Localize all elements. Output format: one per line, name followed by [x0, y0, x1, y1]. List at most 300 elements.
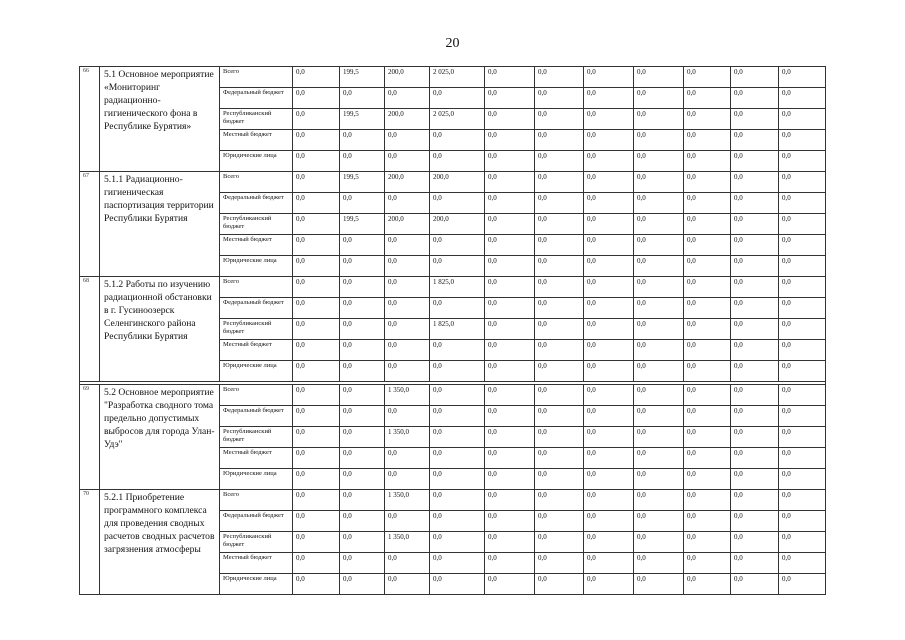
value-cell: 0,0: [340, 151, 385, 172]
value-cell: 0,0: [684, 88, 731, 109]
value-cell: 0,0: [385, 553, 430, 574]
value-cell: 0,0: [584, 214, 634, 235]
funding-source: Федеральный бюджет: [220, 88, 293, 109]
value-cell: 0,0: [535, 235, 584, 256]
table-row: [80, 385, 826, 406]
value-cell: 0,0: [584, 88, 634, 109]
value-cell: 0,0: [385, 151, 430, 172]
value-cell: 0,0: [485, 406, 535, 427]
value-cell: 0,0: [385, 298, 430, 319]
value-cell: 0,0: [385, 130, 430, 151]
value-cell: 0,0: [584, 130, 634, 151]
value-cell: 0,0: [430, 511, 485, 532]
value-cell: 0,0: [535, 406, 584, 427]
value-cell: 0,0: [684, 469, 731, 490]
value-cell: 0,0: [634, 214, 684, 235]
funding-source: Юридические лица: [220, 469, 293, 490]
value-cell: 0,0: [634, 235, 684, 256]
value-cell: 0,0: [634, 193, 684, 214]
funding-source: Местный бюджет: [220, 340, 293, 361]
value-cell: 0,0: [634, 256, 684, 277]
value-cell: 0,0: [684, 256, 731, 277]
funding-source: Федеральный бюджет: [220, 193, 293, 214]
funding-source: Местный бюджет: [220, 553, 293, 574]
value-cell: 0,0: [485, 172, 535, 193]
value-cell: 1 350,0: [385, 532, 430, 553]
value-cell: 0,0: [634, 448, 684, 469]
value-cell: 0,0: [731, 88, 779, 109]
value-cell: 0,0: [779, 151, 826, 172]
value-cell: 0,0: [293, 151, 340, 172]
value-cell: 0,0: [485, 109, 535, 130]
value-cell: 0,0: [584, 511, 634, 532]
value-cell: 0,0: [485, 235, 535, 256]
value-cell: 0,0: [684, 532, 731, 553]
value-cell: 0,0: [779, 427, 826, 448]
value-cell: 0,0: [485, 469, 535, 490]
value-cell: 200,0: [385, 109, 430, 130]
funding-source: Республиканский бюджет: [220, 109, 293, 130]
value-cell: 0,0: [634, 427, 684, 448]
value-cell: 0,0: [485, 130, 535, 151]
value-cell: 0,0: [684, 235, 731, 256]
value-cell: 0,0: [385, 511, 430, 532]
value-cell: 0,0: [485, 214, 535, 235]
value-cell: 0,0: [485, 361, 535, 382]
value-cell: 0,0: [584, 385, 634, 406]
value-cell: 0,0: [779, 511, 826, 532]
value-cell: 0,0: [731, 406, 779, 427]
value-cell: 0,0: [584, 172, 634, 193]
value-cell: 0,0: [485, 448, 535, 469]
value-cell: 0,0: [293, 340, 340, 361]
row-number: 69: [80, 385, 100, 490]
value-cell: 0,0: [731, 427, 779, 448]
value-cell: 0,0: [430, 469, 485, 490]
value-cell: 0,0: [293, 319, 340, 340]
value-cell: 0,0: [634, 109, 684, 130]
funding-source: Федеральный бюджет: [220, 511, 293, 532]
funding-source: Федеральный бюджет: [220, 406, 293, 427]
value-cell: 199,5: [340, 214, 385, 235]
value-cell: 0,0: [584, 235, 634, 256]
funding-source: Республиканский бюджет: [220, 427, 293, 448]
value-cell: 0,0: [535, 532, 584, 553]
value-cell: 1 350,0: [385, 385, 430, 406]
table-body: [80, 67, 826, 595]
funding-source: Федеральный бюджет: [220, 298, 293, 319]
value-cell: 0,0: [293, 385, 340, 406]
value-cell: 0,0: [293, 361, 340, 382]
value-cell: 0,0: [535, 427, 584, 448]
table-row: [80, 490, 826, 511]
value-cell: 0,0: [293, 448, 340, 469]
measure-title: 5.2 Основное мероприятие "Разработка сводного тома предельно допустимых выбросов для города Улан-Удэ": [100, 385, 220, 490]
value-cell: 0,0: [340, 88, 385, 109]
table-row: [80, 67, 826, 88]
value-cell: 0,0: [385, 340, 430, 361]
value-cell: 0,0: [535, 172, 584, 193]
value-cell: 0,0: [340, 574, 385, 595]
value-cell: 0,0: [731, 532, 779, 553]
value-cell: 0,0: [779, 172, 826, 193]
value-cell: 0,0: [385, 277, 430, 298]
value-cell: 0,0: [485, 277, 535, 298]
value-cell: 0,0: [293, 553, 340, 574]
value-cell: 0,0: [779, 385, 826, 406]
value-cell: 0,0: [684, 277, 731, 298]
value-cell: 0,0: [731, 319, 779, 340]
value-cell: 0,0: [430, 235, 485, 256]
value-cell: 0,0: [293, 574, 340, 595]
value-cell: 0,0: [684, 130, 731, 151]
value-cell: 0,0: [340, 130, 385, 151]
value-cell: 0,0: [485, 340, 535, 361]
value-cell: 0,0: [634, 172, 684, 193]
budget-table: [79, 66, 826, 595]
table-row: [80, 277, 826, 298]
value-cell: 0,0: [584, 448, 634, 469]
value-cell: 0,0: [535, 151, 584, 172]
funding-source: Всего: [220, 277, 293, 298]
value-cell: 0,0: [779, 88, 826, 109]
value-cell: 0,0: [535, 277, 584, 298]
value-cell: 0,0: [535, 385, 584, 406]
value-cell: 0,0: [731, 511, 779, 532]
value-cell: 0,0: [430, 151, 485, 172]
value-cell: 0,0: [430, 385, 485, 406]
value-cell: 0,0: [779, 532, 826, 553]
value-cell: 0,0: [584, 553, 634, 574]
value-cell: 0,0: [584, 277, 634, 298]
value-cell: 0,0: [634, 361, 684, 382]
value-cell: 0,0: [430, 88, 485, 109]
value-cell: 0,0: [584, 151, 634, 172]
value-cell: 0,0: [430, 553, 485, 574]
value-cell: 199,5: [340, 172, 385, 193]
value-cell: 0,0: [293, 298, 340, 319]
value-cell: 0,0: [293, 469, 340, 490]
value-cell: 0,0: [779, 298, 826, 319]
value-cell: 0,0: [634, 553, 684, 574]
funding-source: Республиканский бюджет: [220, 214, 293, 235]
value-cell: 0,0: [485, 319, 535, 340]
funding-source: Местный бюджет: [220, 130, 293, 151]
value-cell: 0,0: [293, 130, 340, 151]
value-cell: 0,0: [731, 130, 779, 151]
value-cell: 0,0: [485, 298, 535, 319]
value-cell: 0,0: [779, 193, 826, 214]
value-cell: 0,0: [485, 532, 535, 553]
value-cell: 0,0: [779, 130, 826, 151]
value-cell: 0,0: [535, 298, 584, 319]
row-number: 66: [80, 67, 100, 172]
value-cell: 0,0: [584, 469, 634, 490]
measure-title: 5.1 Основное мероприятие «Мониторинг радиационно-гигиенического фона в Республике Бурятия»: [100, 67, 220, 172]
value-cell: 0,0: [779, 277, 826, 298]
value-cell: 0,0: [684, 553, 731, 574]
value-cell: 0,0: [634, 67, 684, 88]
value-cell: 0,0: [634, 88, 684, 109]
row-number: 67: [80, 172, 100, 277]
value-cell: 0,0: [340, 298, 385, 319]
value-cell: 0,0: [684, 511, 731, 532]
measure-title: 5.2.1 Приобретение программного комплекса для проведения сводных расчетов сводных расчетов загрязнения атмосферы: [100, 490, 220, 595]
value-cell: 0,0: [634, 385, 684, 406]
value-cell: 0,0: [731, 490, 779, 511]
value-cell: 0,0: [731, 574, 779, 595]
value-cell: 0,0: [340, 406, 385, 427]
value-cell: 0,0: [634, 340, 684, 361]
value-cell: 0,0: [731, 298, 779, 319]
value-cell: 0,0: [779, 235, 826, 256]
value-cell: 0,0: [779, 406, 826, 427]
value-cell: 0,0: [293, 109, 340, 130]
value-cell: 200,0: [430, 172, 485, 193]
value-cell: 0,0: [293, 511, 340, 532]
value-cell: 0,0: [293, 490, 340, 511]
value-cell: 0,0: [430, 298, 485, 319]
value-cell: 0,0: [340, 361, 385, 382]
value-cell: 0,0: [385, 193, 430, 214]
value-cell: 0,0: [385, 406, 430, 427]
value-cell: 2 025,0: [430, 67, 485, 88]
value-cell: 0,0: [731, 235, 779, 256]
value-cell: 0,0: [731, 277, 779, 298]
funding-source: Местный бюджет: [220, 235, 293, 256]
value-cell: 0,0: [535, 340, 584, 361]
funding-source: Юридические лица: [220, 361, 293, 382]
value-cell: 0,0: [684, 427, 731, 448]
value-cell: 0,0: [535, 361, 584, 382]
value-cell: 0,0: [634, 532, 684, 553]
value-cell: 0,0: [535, 193, 584, 214]
value-cell: 0,0: [430, 130, 485, 151]
value-cell: 0,0: [430, 448, 485, 469]
value-cell: 0,0: [430, 193, 485, 214]
value-cell: 0,0: [584, 406, 634, 427]
value-cell: 0,0: [485, 193, 535, 214]
value-cell: 0,0: [634, 277, 684, 298]
value-cell: 0,0: [779, 67, 826, 88]
value-cell: 0,0: [779, 319, 826, 340]
value-cell: 0,0: [634, 511, 684, 532]
value-cell: 0,0: [584, 298, 634, 319]
value-cell: 200,0: [430, 214, 485, 235]
value-cell: 0,0: [535, 319, 584, 340]
value-cell: 0,0: [584, 490, 634, 511]
value-cell: 0,0: [535, 214, 584, 235]
value-cell: 0,0: [430, 361, 485, 382]
value-cell: 0,0: [584, 574, 634, 595]
value-cell: 0,0: [430, 256, 485, 277]
funding-source: Республиканский бюджет: [220, 319, 293, 340]
value-cell: 200,0: [385, 67, 430, 88]
value-cell: 0,0: [340, 490, 385, 511]
funding-source: Юридические лица: [220, 151, 293, 172]
value-cell: 199,5: [340, 67, 385, 88]
value-cell: 0,0: [535, 256, 584, 277]
value-cell: 0,0: [535, 511, 584, 532]
value-cell: 0,0: [485, 574, 535, 595]
value-cell: 0,0: [385, 361, 430, 382]
funding-source: Всего: [220, 67, 293, 88]
value-cell: 0,0: [584, 193, 634, 214]
value-cell: 0,0: [535, 130, 584, 151]
value-cell: 0,0: [340, 532, 385, 553]
value-cell: 0,0: [485, 88, 535, 109]
value-cell: 0,0: [485, 490, 535, 511]
value-cell: 0,0: [293, 256, 340, 277]
value-cell: 0,0: [634, 151, 684, 172]
value-cell: 0,0: [684, 340, 731, 361]
value-cell: 0,0: [293, 67, 340, 88]
value-cell: 0,0: [340, 448, 385, 469]
value-cell: 0,0: [485, 427, 535, 448]
value-cell: 0,0: [584, 109, 634, 130]
value-cell: 0,0: [485, 511, 535, 532]
value-cell: 0,0: [779, 448, 826, 469]
value-cell: 0,0: [779, 361, 826, 382]
value-cell: 0,0: [293, 172, 340, 193]
value-cell: 0,0: [430, 340, 485, 361]
value-cell: 0,0: [293, 214, 340, 235]
value-cell: 1 350,0: [385, 490, 430, 511]
value-cell: 0,0: [684, 406, 731, 427]
value-cell: 0,0: [731, 67, 779, 88]
value-cell: 0,0: [293, 427, 340, 448]
value-cell: 0,0: [731, 361, 779, 382]
value-cell: 0,0: [684, 67, 731, 88]
value-cell: 0,0: [340, 469, 385, 490]
value-cell: 0,0: [731, 448, 779, 469]
value-cell: 0,0: [535, 490, 584, 511]
value-cell: 0,0: [584, 67, 634, 88]
value-cell: 0,0: [684, 385, 731, 406]
value-cell: 0,0: [731, 469, 779, 490]
value-cell: 0,0: [385, 448, 430, 469]
value-cell: 0,0: [430, 490, 485, 511]
value-cell: 0,0: [385, 235, 430, 256]
value-cell: 0,0: [293, 88, 340, 109]
row-number: 68: [80, 277, 100, 382]
value-cell: 0,0: [779, 469, 826, 490]
value-cell: 0,0: [535, 448, 584, 469]
value-cell: 0,0: [340, 235, 385, 256]
value-cell: 0,0: [779, 490, 826, 511]
value-cell: 0,0: [584, 427, 634, 448]
value-cell: 1 350,0: [385, 427, 430, 448]
row-number: 70: [80, 490, 100, 595]
value-cell: 0,0: [485, 256, 535, 277]
value-cell: 0,0: [293, 532, 340, 553]
value-cell: 2 025,0: [430, 109, 485, 130]
value-cell: 0,0: [485, 151, 535, 172]
value-cell: 0,0: [684, 319, 731, 340]
value-cell: 0,0: [340, 340, 385, 361]
value-cell: 0,0: [584, 361, 634, 382]
value-cell: 0,0: [779, 340, 826, 361]
value-cell: 199,5: [340, 109, 385, 130]
measure-title: 5.1.1 Радиационно-гигиеническая паспортизация территории Республики Бурятия: [100, 172, 220, 277]
value-cell: 0,0: [684, 490, 731, 511]
value-cell: 0,0: [684, 214, 731, 235]
funding-source: Всего: [220, 172, 293, 193]
value-cell: 0,0: [634, 406, 684, 427]
value-cell: 0,0: [634, 319, 684, 340]
value-cell: 1 825,0: [430, 319, 485, 340]
value-cell: 0,0: [731, 553, 779, 574]
value-cell: 0,0: [684, 151, 731, 172]
value-cell: 0,0: [535, 88, 584, 109]
value-cell: 0,0: [684, 109, 731, 130]
value-cell: 0,0: [430, 574, 485, 595]
value-cell: 1 825,0: [430, 277, 485, 298]
value-cell: 0,0: [684, 172, 731, 193]
value-cell: 0,0: [634, 469, 684, 490]
value-cell: 0,0: [779, 574, 826, 595]
value-cell: 0,0: [731, 151, 779, 172]
value-cell: 0,0: [340, 427, 385, 448]
value-cell: 0,0: [779, 553, 826, 574]
value-cell: 0,0: [340, 553, 385, 574]
value-cell: 0,0: [731, 109, 779, 130]
value-cell: 0,0: [731, 214, 779, 235]
funding-source: Всего: [220, 385, 293, 406]
value-cell: 0,0: [430, 532, 485, 553]
value-cell: 0,0: [731, 256, 779, 277]
value-cell: 0,0: [485, 553, 535, 574]
value-cell: 0,0: [485, 385, 535, 406]
value-cell: 0,0: [684, 193, 731, 214]
value-cell: 0,0: [340, 277, 385, 298]
value-cell: 0,0: [731, 385, 779, 406]
funding-source: Республиканский бюджет: [220, 532, 293, 553]
value-cell: 0,0: [634, 490, 684, 511]
value-cell: 0,0: [584, 256, 634, 277]
value-cell: 0,0: [535, 109, 584, 130]
value-cell: 0,0: [634, 130, 684, 151]
value-cell: 0,0: [684, 361, 731, 382]
value-cell: 0,0: [731, 172, 779, 193]
value-cell: 0,0: [584, 340, 634, 361]
value-cell: 0,0: [779, 256, 826, 277]
value-cell: 0,0: [684, 448, 731, 469]
value-cell: 200,0: [385, 172, 430, 193]
value-cell: 0,0: [293, 235, 340, 256]
value-cell: 0,0: [293, 193, 340, 214]
measure-title: 5.1.2 Работы по изучению радиационной обстановки в г. Гусиноозерск Селенгинского района Республики Бурятия: [100, 277, 220, 382]
value-cell: 0,0: [684, 298, 731, 319]
value-cell: 200,0: [385, 214, 430, 235]
value-cell: 0,0: [293, 406, 340, 427]
value-cell: 0,0: [385, 319, 430, 340]
value-cell: 0,0: [779, 214, 826, 235]
value-cell: 0,0: [293, 277, 340, 298]
value-cell: 0,0: [340, 193, 385, 214]
value-cell: 0,0: [385, 256, 430, 277]
value-cell: 0,0: [385, 88, 430, 109]
value-cell: 0,0: [684, 574, 731, 595]
value-cell: 0,0: [535, 469, 584, 490]
funding-source: Юридические лица: [220, 256, 293, 277]
value-cell: 0,0: [340, 511, 385, 532]
value-cell: 0,0: [634, 298, 684, 319]
funding-source: Всего: [220, 490, 293, 511]
value-cell: 0,0: [731, 340, 779, 361]
value-cell: 0,0: [731, 193, 779, 214]
value-cell: 0,0: [385, 574, 430, 595]
